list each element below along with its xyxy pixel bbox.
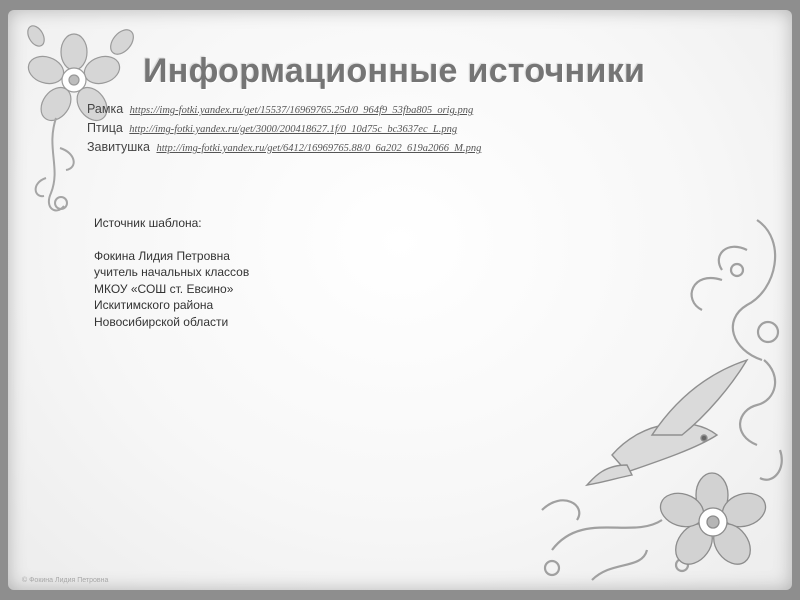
source-label: Птица (87, 121, 123, 135)
template-author: Фокина Лидия Петровна (94, 248, 230, 263)
template-position: учитель начальных классов (94, 265, 250, 279)
page-title: Информационные источники (143, 52, 646, 90)
source-link[interactable]: http://img-fotki.yandex.ru/get/3000/200418627.1f/0_10d75c_bc3637ec_L.png (129, 124, 458, 135)
template-school: МКОУ «СОШ ст. Евсино» (94, 281, 234, 296)
source-bird (87, 119, 481, 138)
bird-floral-ornament-icon (532, 210, 792, 590)
source-frame (87, 100, 481, 119)
copyright-text: © Фокина Лидия Петровна (22, 577, 109, 584)
source-label: Завитушка (87, 140, 150, 154)
template-source-heading: Источник шаблона: (94, 216, 202, 230)
source-swirl (87, 138, 481, 157)
sources-list (87, 100, 481, 157)
slide-card (8, 10, 792, 590)
source-label: Рамка (87, 102, 124, 116)
template-source-block (94, 215, 249, 330)
source-link[interactable]: http://img-fotki.yandex.ru/get/6412/16969765.88/0_6a202_619a2066_M.png (156, 143, 482, 154)
template-region: Новосибирской области (94, 314, 229, 329)
source-link[interactable]: https://img-fotki.yandex.ru/get/15537/16969765.25d/0_964f9_53fba805_orig.png (129, 105, 474, 116)
template-district: Искитимского района (94, 298, 214, 312)
